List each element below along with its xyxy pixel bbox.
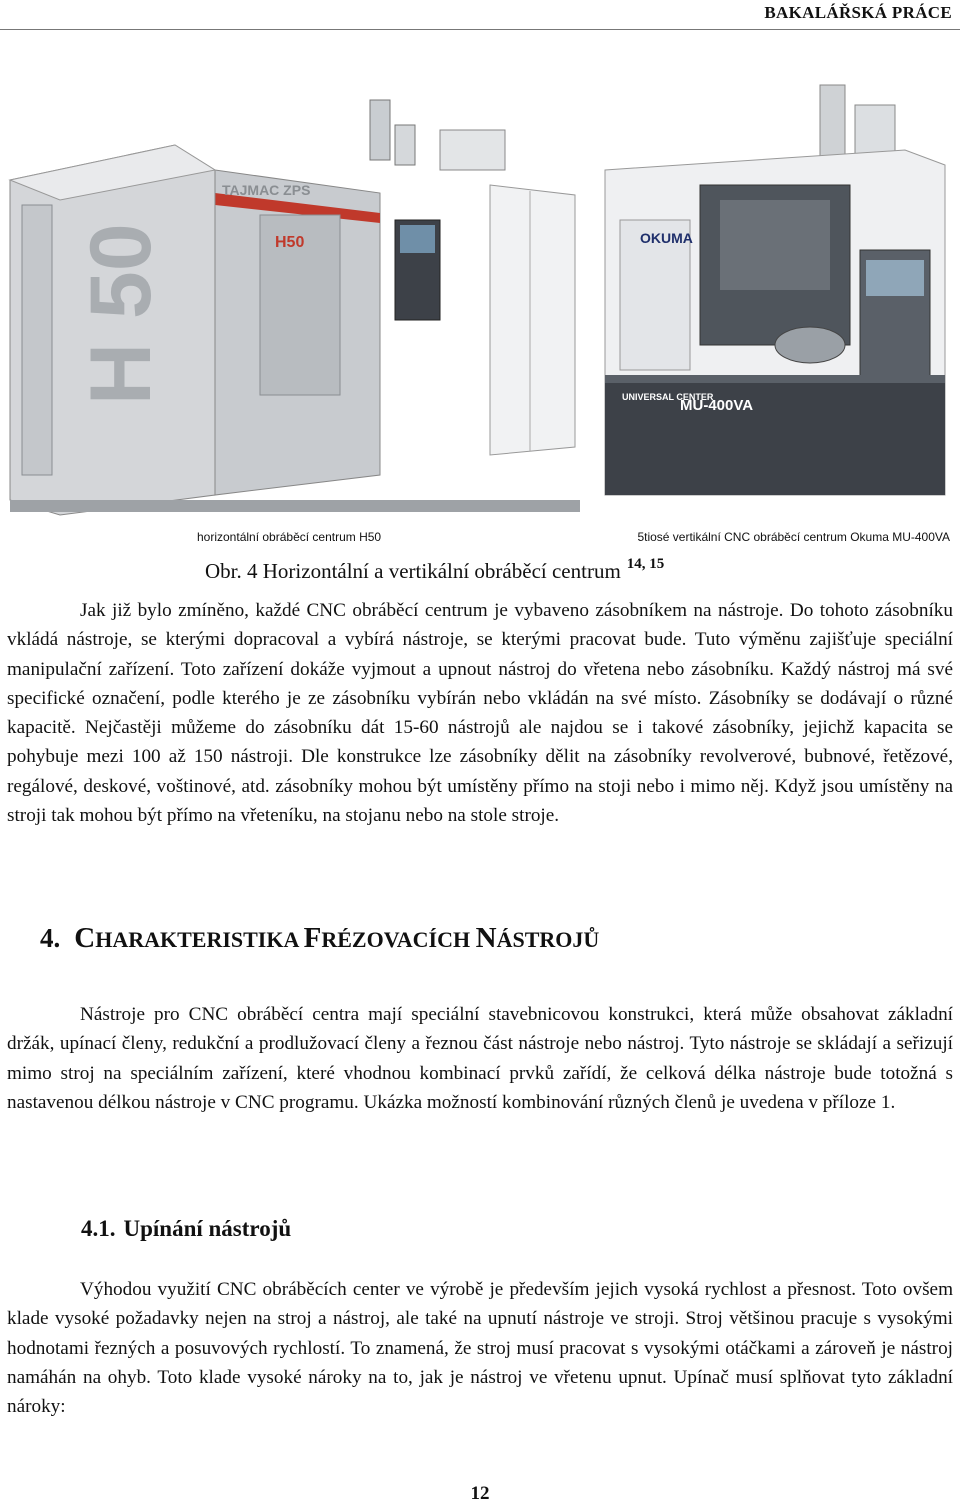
figure-refs: 14, 15 [626, 556, 665, 572]
page-header [0, 0, 960, 30]
subsection-heading [81, 1216, 291, 1242]
subsection-number: 4.1. [81, 1216, 116, 1241]
figure-caption-text: Obr. 4 Horizontální a vertikální obráběcí centrum [205, 559, 621, 583]
header-title: BAKALÁŘSKÁ PRÁCE [764, 3, 952, 22]
left-machine-caption: horizontální obráběcí centrum H50 [197, 530, 382, 544]
machine-figure [0, 75, 960, 555]
paragraph-tool-magazine: Jak již bylo zmíněno, každé CNC obráběcí centrum je vybaveno zásobníkem na nástroje. Do tohoto zásobníku vkládá nástroje, se kterými dopracoval a vybírá nástroje, se kterými pracovat bude. Tuto výměnu zajišťuje speciální manipulační zařízení. Toto zařízení dokáže vyjmout a upnout nástroj do vřetena nebo zásobníku. Každý nástroj má své specifické označení, podle kterého je ze zásobníku vybírán nebo vkládán na své místo. Zásobníky se dodávají o různé kapacitě. Nejčastěji můžeme do zásobníku dát 15-60 nástrojů ale najdou se i takové zásobníky, jejichž kapacita se pohybuje mezi 100 až 150 nástroji. Dle konstrukce lze zásobníky dělit na zásobníky revolverové, bubnové, řetězové, regálové, deskové, voštinové, atd. zásobníky mohou být umístěny přímo na stoji nebo i mimo něj. Když jsou umístěny na stroji tak mohou být přímo na vřeteníku, na stojanu nebo na stole stroje. [7, 600, 953, 827]
machines-illustration [0, 75, 960, 530]
header-rule [0, 29, 960, 30]
right-model-text: MU-400VA [680, 397, 754, 414]
section-heading [40, 922, 599, 955]
vertical-machine [605, 85, 945, 495]
section-title-initial-2: F [303, 922, 322, 954]
section-title-rest-2: RÉZOVACÍCH [321, 927, 476, 952]
right-brand-text: OKUMA [640, 230, 693, 246]
figure-caption [205, 556, 664, 584]
section-number: 4. [40, 923, 61, 953]
section-title-rest: HARAKTERISTIKA [95, 927, 304, 952]
side-model-text: H 50 [73, 223, 169, 405]
right-series-text: UNIVERSAL CENTER [622, 392, 714, 402]
paragraph-tool-clamping: Výhodou využití CNC obráběcích center ve výrobě je především jejich vysoká rychlost a přesnost. Toto ovšem klade vysoké požadavky nejen na stroj a nástroj, ale také na upnutí nástroje ve stroji. Stroj většinou pracuje s vysokými hodnotami řezných a posuvových rychlostí. To znamená, že stroj musí pracovat s vysokými otáčkami a zároveň je nástroj namáhán na ohyb. Toto klade vysoké nároky na to, jak je nástroj ve vřetenu upnut. Upínač musí splňovat tyto základní nároky: [7, 1279, 953, 1418]
paragraph-tool-construction: Nástroje pro CNC obráběcí centra mají speciální stavebnicovou konstrukci, která může obsahovat základní držák, upínací členy, redukční a prodlužovací členy a řeznou část nástroje nebo nástroj. Tyto nástroje se skládají a seřizují mimo stroj na speciálním zařízení, které vhodnou kombinací prvků zařídí, že celková délka nástroje bude totožná s nastavenou délkou nástroje v CNC programu. Ukázka možností kombinování různých členů je uvedena v příloze 1. [7, 1004, 953, 1113]
section-title-rest-3: ÁSTROJŮ [496, 927, 600, 952]
left-model-text: H50 [275, 234, 305, 251]
page-number: 12 [470, 1483, 490, 1504]
section-title-initial-3: N [475, 922, 497, 954]
left-brand-text: TAJMAC ZPS [222, 182, 311, 198]
right-machine-caption: 5tiosé vertikální CNC obráběcí centrum Okuma MU-400VA [637, 530, 950, 544]
subsection-title: Upínání nástrojů [123, 1216, 292, 1241]
horizontal-machine [10, 100, 580, 515]
section-title-initial: C [74, 922, 96, 954]
